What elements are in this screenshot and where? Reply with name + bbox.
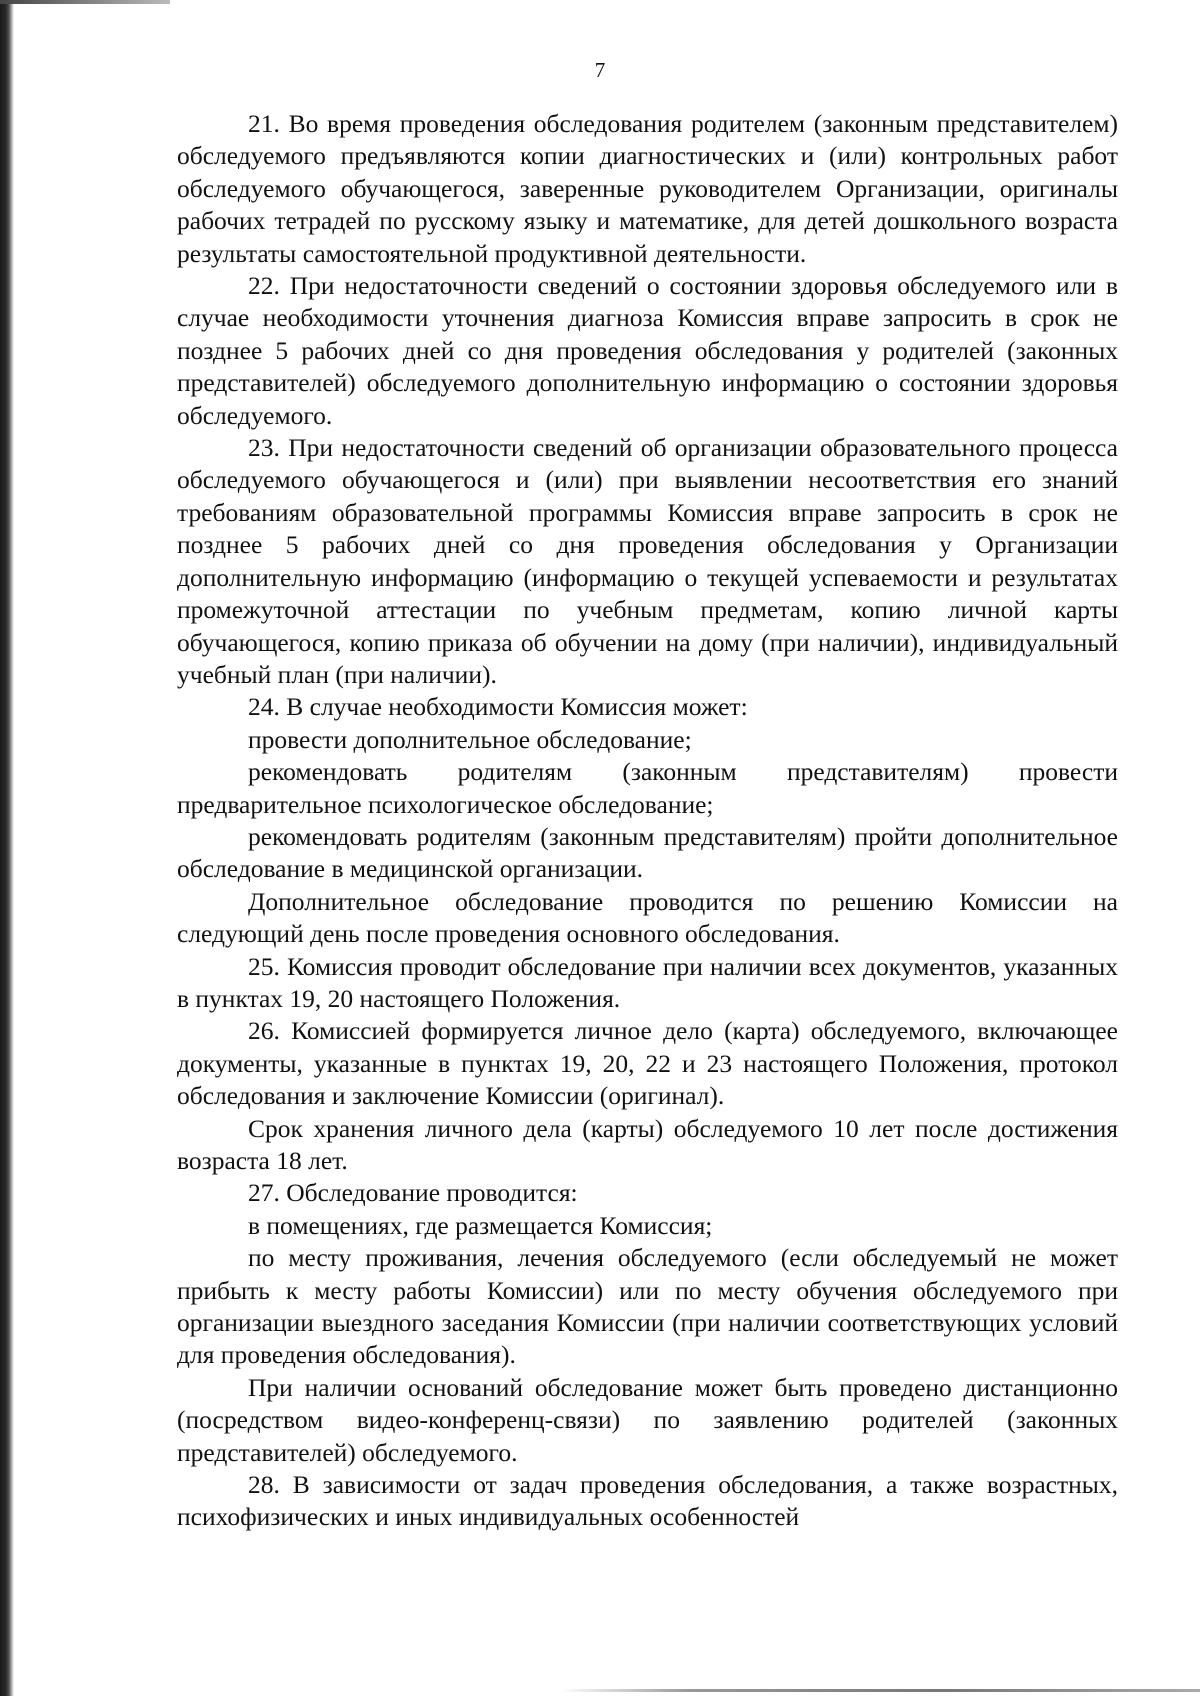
paragraph-21: 21. Во время проведения обследования родителем (законным представителем) обследуемого предъявляются копии диагностических и (или) контрольных работ обследуемого обучающегося, заверенные руководителем Организации, оригиналы рабочих тетрадей по русскому языку и математике, для детей дошкольного возраста результаты самостоятельной продуктивной деятельности. [177,109,1118,268]
paragraph-28: 28. В зависимости от задач проведения обследования, а также возрастных, психофизических и иных индивидуальных особенностей [177,1470,1118,1532]
scan-bottom-edge [560,1689,1200,1692]
document-body [177,108,1118,1534]
paragraph-24-item-2: рекомендовать родителям (законным представителям) провести предварительное психологическое обследование; [177,757,1118,819]
paragraph-24-note: Дополнительное обследование проводится по решению Комиссии на следующий день после проведения основного обследования. [177,886,1118,949]
paragraph-24-item-1: провести дополнительное обследование; [248,724,692,754]
page-number: 7 [594,58,606,82]
paragraph-27: 27. Обследование проводится: [248,1178,578,1208]
paragraph-24: 24. В случае необходимости Комиссия может: [248,692,748,722]
paragraph-27-item-2: по месту проживания, лечения обследуемого (если обследуемый не может прибыть к месту работы Комиссии) или по месту обучения обследуемого при организации выездного заседания Комиссии (при наличии соответствующих условий для проведения обследования). [177,1243,1118,1370]
paragraph-22: 22. При недостаточности сведений о состоянии здоровья обследуемого или в случае необходимости уточнения диагноза Комиссия вправе запросить в срок не позднее 5 рабочих дней со дня проведения обследования у родителей (законных представителей) обследуемого дополнительную информацию о состоянии здоровья обследуемого. [177,271,1118,430]
paragraph-23: 23. При недостаточности сведений об организации образовательного процесса обследуемого обучающегося и (или) при выявлении несоответствия его знаний требованиям образовательной программы Комиссия вправе запросить в срок не позднее 5 рабочих дней со дня проведения обследования у Организации дополнительную информацию (информацию о текущей успеваемости и результатах промежуточной аттестации по учебным предметам, копию личной карты обучающегося, копию приказа об обучении на дому (при наличии), индивидуальный учебный план (при наличии). [177,433,1118,689]
paragraph-26-retention: Срок хранения личного дела (карты) обследуемого 10 лет после достижения возраста 18 лет. [177,1113,1118,1175]
paragraph-26: 26. Комиссией формируется личное дело (карта) обследуемого, включающее документы, указанные в пунктах 19, 20, 22 и 23 настоящего Положения, протокол обследования и заключение Комиссии (оригинал). [177,1016,1118,1111]
paragraph-25: 25. Комиссия проводит обследование при наличии всех документов, указанных в пунктах 19, 20 настоящего Положения. [177,951,1118,1013]
paragraph-27-item-1: в помещениях, где размещается Комиссия; [248,1210,713,1240]
paragraph-27-remote: При наличии оснований обследование может быть проведено дистанционно (посредством видео-конференц-связи) по заявлению родителей (законных представителей) обследуемого. [177,1372,1118,1467]
paragraph-24-item-3: рекомендовать родителям (законным представителям) пройти дополнительное обследование в медицинской организации. [177,821,1118,884]
scan-left-edge [0,0,14,1696]
scan-top-edge [0,0,170,4]
